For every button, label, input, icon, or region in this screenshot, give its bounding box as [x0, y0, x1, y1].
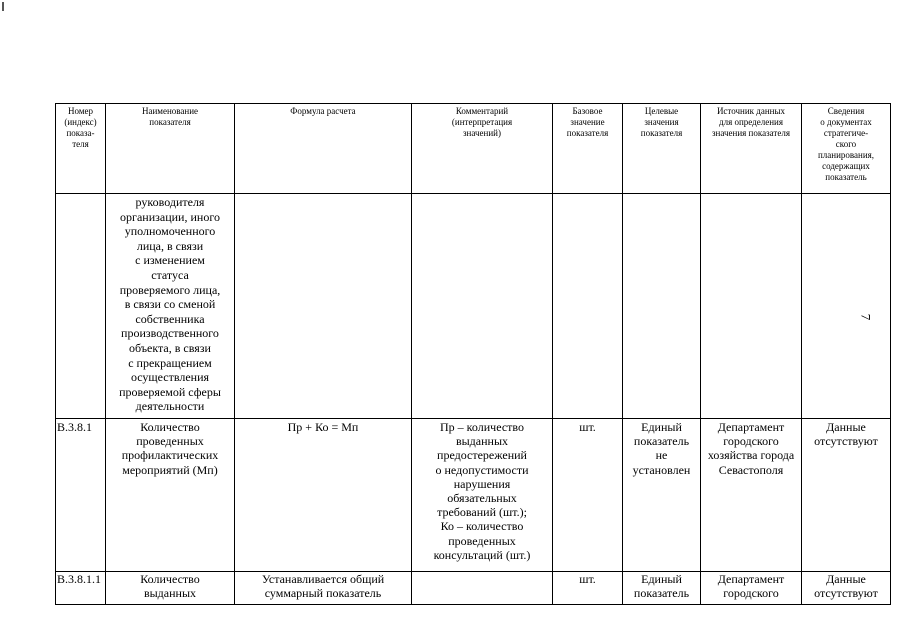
- header-comment: Комментарий (интерпретация значений): [412, 104, 553, 194]
- cell-documents: Данные отсутствуют: [802, 419, 891, 572]
- header-data-source: Источник данных для определения значения показателя: [701, 104, 802, 194]
- cell-target-values: Единый показатель не установлен: [623, 419, 701, 572]
- header-planning-documents: Сведения о документах стратегиче- ского планирования, содержащих показатель: [802, 104, 891, 194]
- header-formula: Формула расчета: [235, 104, 412, 194]
- table-row: [56, 572, 891, 605]
- cell-index: В.3.8.1.1: [56, 572, 106, 605]
- cell-data-source: Департамент городского: [701, 572, 802, 605]
- indicator-table: [55, 103, 891, 605]
- cell-index: [56, 194, 106, 419]
- cell-name: Количество проведенных профилактических мероприятий (Мп): [106, 419, 235, 572]
- cell-formula: Пр + Ко = Мп: [235, 419, 412, 572]
- cell-index: В.3.8.1: [56, 419, 106, 572]
- cell-target-values: [623, 194, 701, 419]
- cell-name: Количество выданных: [106, 572, 235, 605]
- table-header-row: [56, 104, 891, 194]
- header-name: Наименование показателя: [106, 104, 235, 194]
- cell-comment: [412, 572, 553, 605]
- cell-formula: Устанавливается общий суммарный показатель: [235, 572, 412, 605]
- table-row: [56, 194, 891, 419]
- header-base-value: Базовое значение показателя: [553, 104, 623, 194]
- header-target-values: Целевые значения показателя: [623, 104, 701, 194]
- header-index: Номер (индекс) показа- теля: [56, 104, 106, 194]
- table-row: [56, 419, 891, 572]
- cell-formula: [235, 194, 412, 419]
- cell-base-value: шт.: [553, 419, 623, 572]
- cell-documents: Данные отсутствуют: [802, 572, 891, 605]
- cell-documents: [802, 194, 891, 419]
- cell-data-source: [701, 194, 802, 419]
- cell-target-values: Единый показатель: [623, 572, 701, 605]
- scan-edge-mark: [2, 2, 4, 11]
- cell-data-source: Департамент городского хозяйства города Севастополя: [701, 419, 802, 572]
- page-number: 7: [858, 313, 874, 321]
- cell-comment: [412, 194, 553, 419]
- cell-name: руководителя организации, иного уполномоченного лица, в связи с изменением статуса проверяемого лица, в связи со сменой собственника производственного объекта, в связи с прекращением осуществления проверяемой сферы деятельности: [106, 194, 235, 419]
- cell-base-value: шт.: [553, 572, 623, 605]
- cell-comment: Пр – количество выданных предостережений о недопустимости нарушения обязательных требований (шт.); Ко – количество проведенных консультаций (шт.): [412, 419, 553, 572]
- cell-base-value: [553, 194, 623, 419]
